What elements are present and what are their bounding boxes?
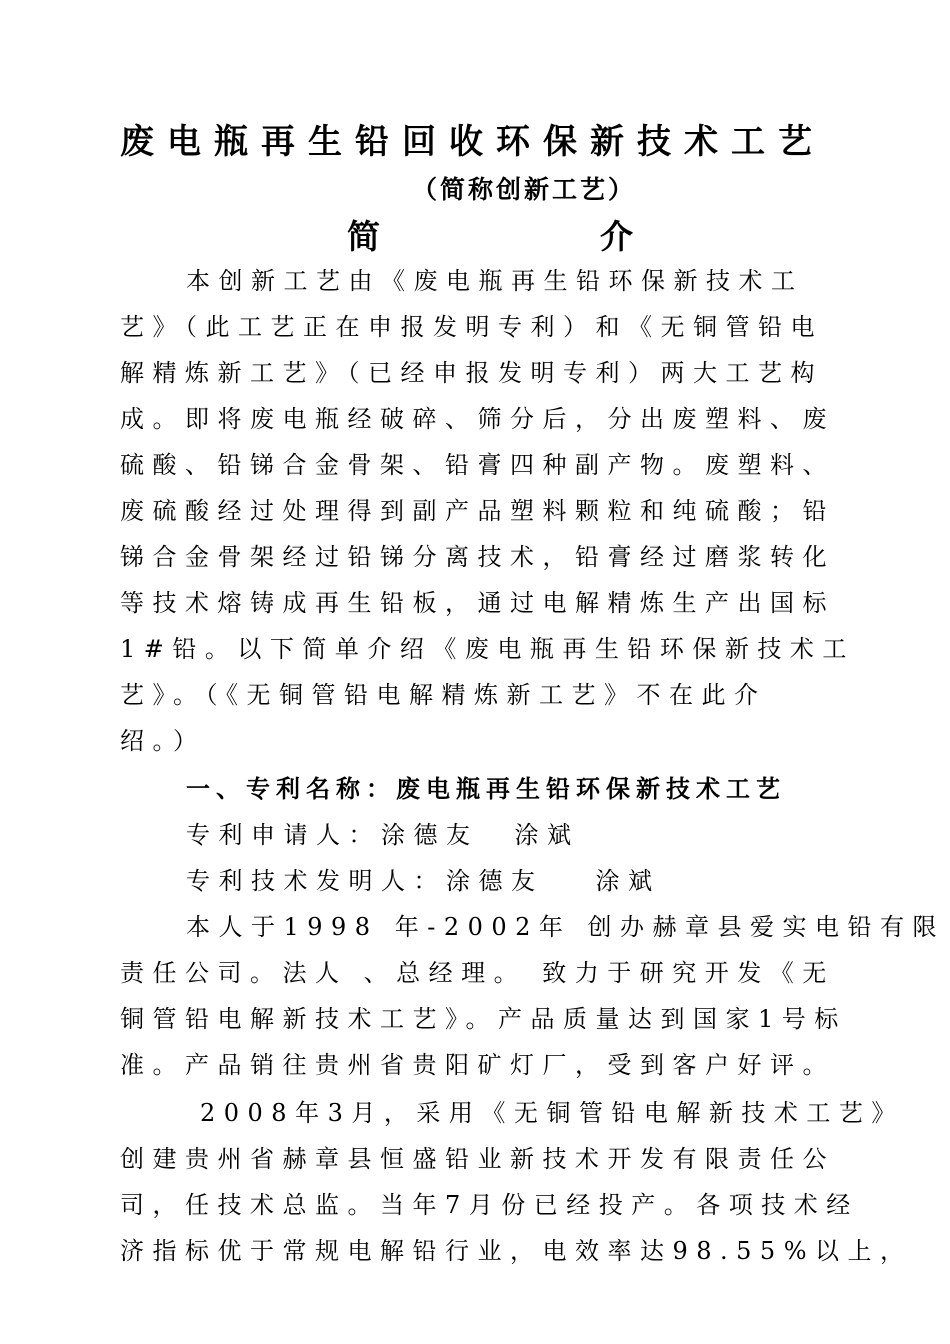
paragraph-line: 2008年3月，采用《无铜管铅电解新技术工艺》	[200, 1099, 904, 1127]
paragraph-line: 废硫酸经过处理得到副产品塑料颗粒和纯硫酸；铅	[120, 497, 835, 525]
paragraph-line: 创建贵州省赫章县恒盛铅业新技术开发有限责任公	[120, 1145, 835, 1173]
intro-heading-right: 介	[600, 217, 633, 256]
patent-applicant	[186, 812, 941, 858]
document-subtitle: （简称创新工艺）	[412, 175, 637, 204]
paragraph-line: 成。即将废电瓶经破碎、筛分后，分出废塑料、废	[120, 405, 835, 433]
paragraph-line: 锑合金骨架经过铅锑分离技术，铅膏经过磨浆转化	[120, 543, 835, 571]
paragraph-line: 艺》。（《无铜管铅电解精炼新工艺》不在此介	[120, 681, 767, 709]
patent-inventor	[186, 858, 941, 904]
inventor-label: 专利技术发明人：涂德友	[186, 867, 544, 895]
paragraph-line: 本人于1998 年-2002年 创办赫章县爱实电铅有限	[186, 913, 946, 941]
paragraph-line: 济指标优于常规电解铅行业，电效率达98.55%以上，	[120, 1237, 913, 1265]
document-title: 废电瓶再生铅回收环保新技术工艺	[120, 122, 825, 162]
inventor-second: 涂斌	[595, 867, 661, 895]
intro-heading-left: 简	[347, 217, 380, 256]
paragraph-line: 解精炼新工艺》（已经申报发明专利）两大工艺构	[120, 359, 823, 387]
paragraph-line: 准。产品销往贵州省贵阳矿灯厂，受到客户好评。	[120, 1051, 835, 1079]
paragraph-line: 本创新工艺由《废电瓶再生铅环保新技术工	[186, 267, 804, 295]
applicant-second: 涂斌	[514, 821, 580, 849]
applicant-label: 专利申请人：涂德友	[186, 821, 479, 849]
paragraph-line: 艺》（此工艺正在申报发明专利）和《无铜管铅电	[120, 313, 823, 341]
paragraph-line: 硫酸、铅锑合金骨架、铅膏四种副产物。废塑料、	[120, 451, 835, 479]
paragraph-line: 绍。）	[120, 727, 206, 755]
paragraph-line: 铜管铅电解新技术工艺》。产品质量达到国家1号标	[120, 1005, 847, 1033]
paragraph-line: 司，任技术总监。当年7月份已经投产。各项技术经	[120, 1191, 859, 1219]
paragraph-line: 等技术熔铸成再生铅板，通过电解精炼生产出国标	[120, 589, 835, 617]
paragraph-line: 1#铅。以下简单介绍《废电瓶再生铅环保新技术工	[120, 635, 855, 663]
section-heading: 一、专利名称：废电瓶再生铅环保新技术工艺	[186, 775, 786, 803]
paragraph-line: 责任公司。法人 、总经理。 致力于研究开发《无	[120, 959, 835, 987]
